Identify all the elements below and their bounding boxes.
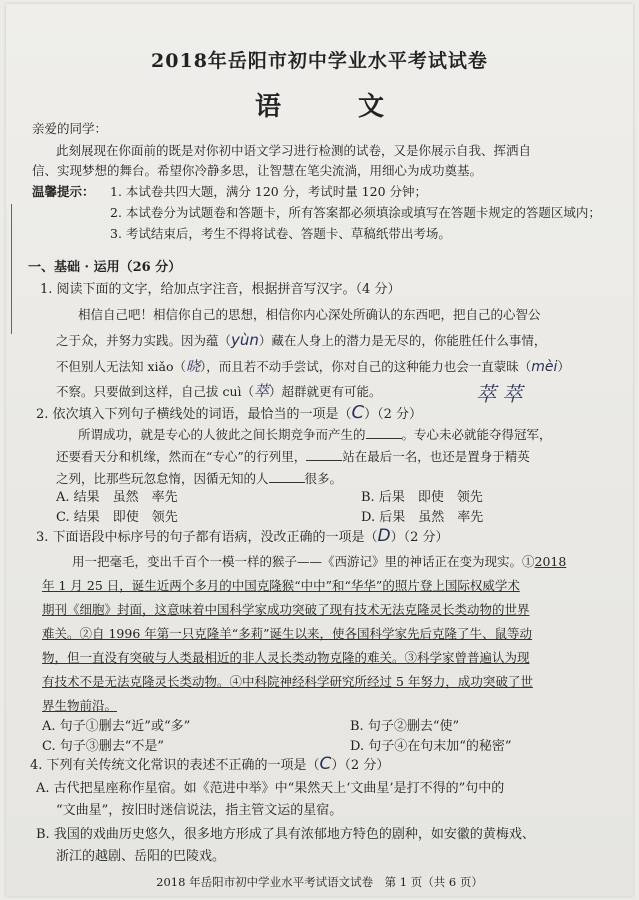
q3-passage-line-3: 期刊《细胞》封面，这意味着中国科学家成功突破了现有技术无法克隆灵长类动物的世界: [42, 602, 530, 617]
exam-title: 2018年岳阳市初中学业水平考试试卷: [151, 50, 488, 72]
subject-title: 语 文: [254, 92, 419, 122]
q2-option-d: D. 后果 虽然 率先: [361, 510, 484, 525]
q3-passage-line-7: 界生物前沿。: [42, 698, 118, 713]
q4-option-a-line-2: “文曲星”，按旧时迷信说法，指主管文运的星宿。: [56, 803, 343, 818]
q2-passage-line-3: 之列，比那些玩忽怠惰，因循无知的人 很多。: [56, 471, 343, 486]
tip-1: 1. 本试卷共四大题，满分 120 分，考试时量 120 分钟；: [110, 184, 428, 199]
exam-page: [6, 4, 633, 896]
q3-option-c: C. 句子③删去“不是”: [42, 739, 165, 754]
handwritten-choice: C: [319, 754, 332, 774]
handwritten-answer: mèi: [531, 359, 558, 375]
q3-passage-line-5: 物，但一直没有突破与人类最相近的非人灵长类动物克隆的难关。③科学家曾普遍认为现: [42, 650, 530, 665]
q1-passage-line-3: 不但别人无法知 xiǎo（晓），而且若不动手尝试，你对自己的这种能力也会一直蒙昧（mèi）: [56, 359, 570, 375]
q3-option-a: A. 句子①删去“近”或“多”: [42, 719, 191, 734]
q2-option-c: C. 结果 即使 领先: [56, 510, 178, 525]
tip-2: 2. 本试卷分为试题卷和答题卡，所有答案都必须填涂或填写在答题卡规定的答题区域内；: [110, 205, 601, 220]
q4-option-b-line-2: 浙江的越剧、岳阳的巴陵戏。: [56, 849, 226, 864]
q4-stem: 4. 下列有关传统文化常识的表述不正确的一项是（C）（2 分）: [30, 754, 390, 774]
q3-passage-line-2: 年 1 月 25 日，诞生近两个多月的中国克隆猴“中中”和“华华”的照片登上国际权威学术: [42, 578, 520, 593]
handwritten-answer: yùn: [231, 331, 259, 349]
q3-option-d: D. 句子④在句末加“的秘密”: [350, 739, 512, 754]
blank-line: [306, 448, 342, 461]
handwritten-choice: C: [351, 402, 365, 423]
handwritten-choice: D: [377, 526, 391, 546]
q2-passage-line-2: 还要看天分和机缘，然而在“专心”的行列里， 站在最后一名，也还是置身于精英: [56, 449, 530, 464]
margin-line: [11, 204, 12, 334]
handwritten-answer: 萃: [254, 382, 270, 400]
handwritten-note: 萃 萃: [476, 382, 523, 406]
q2-option-a: A. 结果 虽然 率先: [56, 490, 178, 505]
q3-stem: 3. 下面语段中标序号的句子都有语病，没改正确的一项是（D）（2 分）: [36, 526, 449, 546]
page-footer: 2018 年岳阳市初中学业水平考试语文试卷 第 1 页（共 6 页）: [156, 875, 483, 889]
q3-option-b: B. 句子②删去“使”: [350, 719, 460, 734]
section-heading: 一、基础 · 运用（26 分）: [28, 260, 182, 275]
q1-stem: 1. 阅读下面的文字，给加点字注音，根据拼音写汉字。（4 分）: [40, 282, 401, 297]
q4-option-a-line-1: A. 古代把星座称作星宿。如《范进中举》中“果然天上‘文曲星’是打不得的”句中的: [36, 781, 505, 796]
tips-label: 温馨提示：: [32, 184, 95, 199]
handwritten-answer: 晓: [186, 359, 200, 375]
q1-passage-line-4: 不察。只要做到这样，自己拔 cuì（萃）超群就更有可能。: [56, 382, 382, 400]
q1-passage-line-1: 相信自己吧！相信你自己的思想，相信你内心深处所确认的东西吧，把自己的心智公: [78, 307, 541, 322]
blank-line: [269, 470, 305, 483]
q3-passage-line-6: 有技术不是无法克隆灵长类动物。④中科院神经科学研究所经过 5 年努力，成功突破了世: [42, 674, 533, 689]
intro-line-1: 此刻展现在你面前的既是对你初中语文学习进行检测的试卷，又是你展示自我、挥洒自: [56, 143, 532, 158]
q3-passage-line-1: 用一把毫毛，变出千百个一模一样的猴子——《西游记》里的神话正在变为现实。①2018: [72, 554, 567, 569]
q2-stem: 2. 依次填入下列句子横线处的词语，最恰当的一项是（C）（2 分）: [36, 402, 423, 423]
blank-line: [366, 426, 402, 439]
tip-3: 3. 考试结束后，考生不得将试卷、答题卡、草稿纸带出考场。: [110, 226, 451, 241]
q2-passage-line-1: 所谓成功，就是专心的人彼此之间长期竞争而产生的 。专心未必就能夺得冠军，: [78, 427, 552, 442]
q3-passage-line-4: 难关。②自 1996 年第一只克隆羊“多莉”诞生以来，使各国科学家先后克隆了牛、鼠等动: [42, 626, 533, 641]
intro-line-2: 信、实现梦想的舞台。希望你冷静多思，让智慧在笔尖流淌，用细心为成功奠基。: [32, 163, 483, 178]
q4-option-b-line-1: B. 我国的戏曲历史悠久，很多地方形成了具有浓郁地方特色的剧种，如安徽的黄梅戏、: [36, 827, 535, 842]
q2-option-b: B. 后果 即使 领先: [361, 490, 483, 505]
greeting: 亲爱的同学：: [32, 121, 108, 136]
q1-passage-line-2: 之于众，并努力实践。因为蕴（yùn）藏在人身上的潜力是无尽的，你能胜任什么事情，: [56, 331, 547, 349]
